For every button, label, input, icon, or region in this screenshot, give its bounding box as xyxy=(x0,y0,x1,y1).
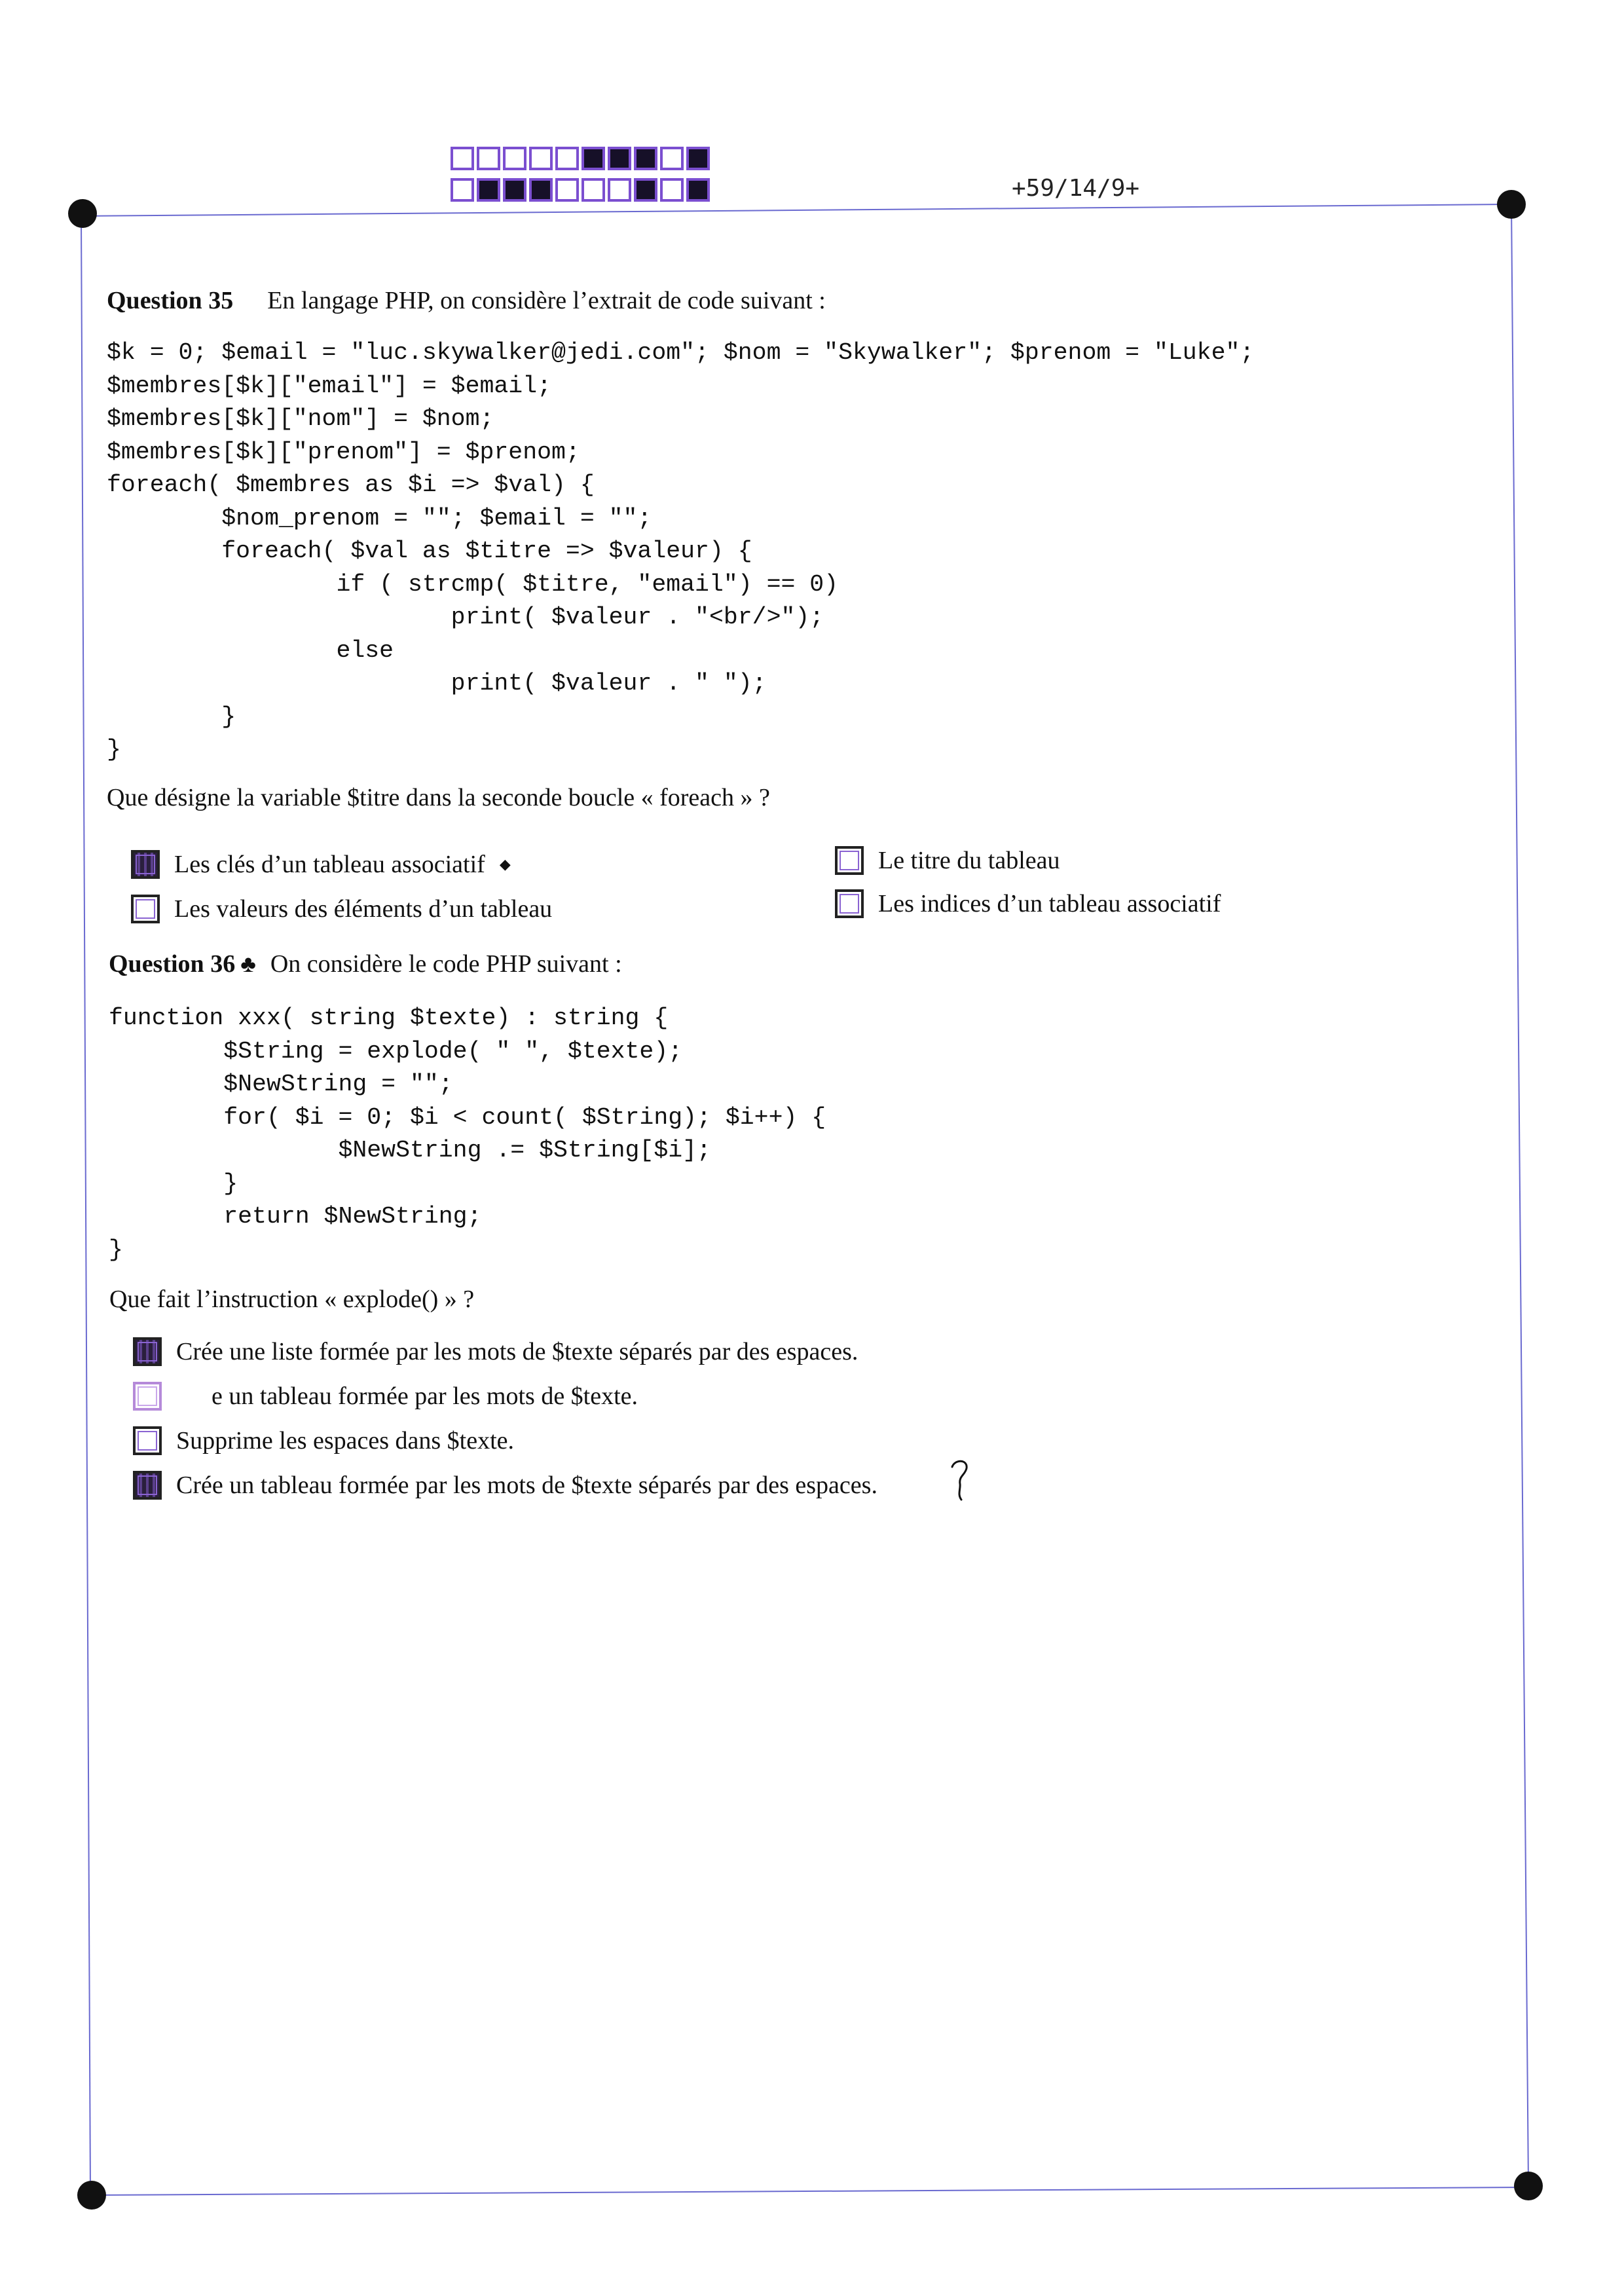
question-36-intro: On considère le code PHP suivant : xyxy=(270,950,622,978)
code-box xyxy=(477,178,500,202)
code-box xyxy=(634,147,657,170)
pen-dot-mark: ◆ xyxy=(499,856,511,872)
q35-answer-3[interactable] xyxy=(131,895,552,923)
q36-answer-1[interactable] xyxy=(133,1337,858,1366)
code-box xyxy=(451,178,474,202)
code-box xyxy=(555,147,579,170)
page-id-code: +59/14/9+ xyxy=(1012,175,1140,202)
q36-answer-4[interactable] xyxy=(133,1471,877,1500)
question-35-code: $k = 0; $email = "luc.skywalker@jedi.com"; $nom = "Skywalker"; $prenom = "Luke"; $membres[$k]["email"] = $email; $membres[$k]["nom"] = $nom; $membres[$k]["prenom"] = $prenom; foreach( $membres as $i => $val) { $nom_prenom = ""; $email = ""; foreach( $val as $titre => $valeur) { if ( strcmp( $titre, "email") == 0) print( $valeur . "<br/>"); else print( $valeur . " "); } } xyxy=(107,339,1255,763)
club-icon: ♣ xyxy=(240,951,256,977)
q35-answer-4-checkbox[interactable] xyxy=(835,889,864,918)
q36-answer-2[interactable] xyxy=(133,1382,638,1411)
handwritten-question-mark xyxy=(948,1458,974,1504)
q36-answer-3-label: Supprime les espaces dans $texte. xyxy=(176,1427,515,1454)
q35-answer-3-label: Les valeurs des éléments d’un tableau xyxy=(174,895,553,923)
q35-answer-1-label: Les clés d’un tableau associatif xyxy=(174,851,485,878)
code-box xyxy=(686,178,710,202)
code-box xyxy=(581,147,605,170)
q36-answer-4-checkbox[interactable] xyxy=(133,1471,162,1500)
q35-answer-1[interactable] xyxy=(131,850,511,879)
q35-answer-2[interactable] xyxy=(835,846,1060,875)
code-box xyxy=(608,178,631,202)
question-36-code: function xxx( string $texte) : string { $String = explode( " ", $texte); $NewString = ""; for( $i = 0; $i < count( $String); $i++) { $NewString .= $String[$i]; } return $NewString; } xyxy=(109,1005,826,1263)
code-box xyxy=(608,147,631,170)
q35-answer-2-label: Le titre du tableau xyxy=(878,847,1060,874)
question-35-intro: En langage PHP, on considère l’extrait de code suivant : xyxy=(267,287,826,314)
q36-answer-1-label: Crée une liste formée par les mots de $texte séparés par des espaces. xyxy=(176,1338,858,1365)
question-36-header xyxy=(109,950,622,978)
question-35-header xyxy=(107,286,826,315)
code-box xyxy=(529,147,553,170)
code-box xyxy=(477,147,500,170)
q35-answer-2-checkbox[interactable] xyxy=(835,846,864,875)
q35-answer-4-label: Les indices d’un tableau associatif xyxy=(878,890,1221,917)
q36-answer-3-checkbox[interactable] xyxy=(133,1426,162,1455)
corner-mark-bottom-right xyxy=(1514,2172,1543,2200)
code-box xyxy=(503,178,526,202)
code-box xyxy=(503,147,526,170)
q36-answer-1-checkbox[interactable] xyxy=(133,1337,162,1366)
q36-answer-2-checkbox[interactable] xyxy=(133,1382,162,1411)
code-box xyxy=(451,147,474,170)
question-36-number: Question 36 xyxy=(109,950,236,978)
corner-mark-top-left xyxy=(68,199,97,228)
question-35-number: Question 35 xyxy=(107,287,234,314)
q36-answer-4-label: Crée un tableau formée par les mots de $texte séparés par des espaces. xyxy=(176,1472,877,1499)
q35-answer-3-checkbox[interactable] xyxy=(131,895,160,923)
question-36-prompt: Que fait l’instruction « explode() » ? xyxy=(109,1286,475,1313)
code-box xyxy=(555,178,579,202)
q35-answer-4[interactable] xyxy=(835,889,1221,918)
code-box xyxy=(634,178,657,202)
code-box xyxy=(581,178,605,202)
code-box xyxy=(686,147,710,170)
q36-answer-2-label: e un tableau formée par les mots de $texte. xyxy=(212,1382,638,1410)
header-boxes-row-1 xyxy=(451,147,712,170)
code-box xyxy=(529,178,553,202)
code-box xyxy=(660,178,684,202)
header-boxes-row-2 xyxy=(451,178,712,202)
q35-answer-1-checkbox[interactable] xyxy=(131,850,160,879)
code-box xyxy=(660,147,684,170)
q36-answer-3[interactable] xyxy=(133,1426,514,1455)
corner-mark-top-right xyxy=(1497,190,1526,219)
corner-mark-bottom-left xyxy=(77,2181,106,2210)
question-35-prompt: Que désigne la variable $titre dans la seconde boucle « foreach » ? xyxy=(107,784,770,811)
